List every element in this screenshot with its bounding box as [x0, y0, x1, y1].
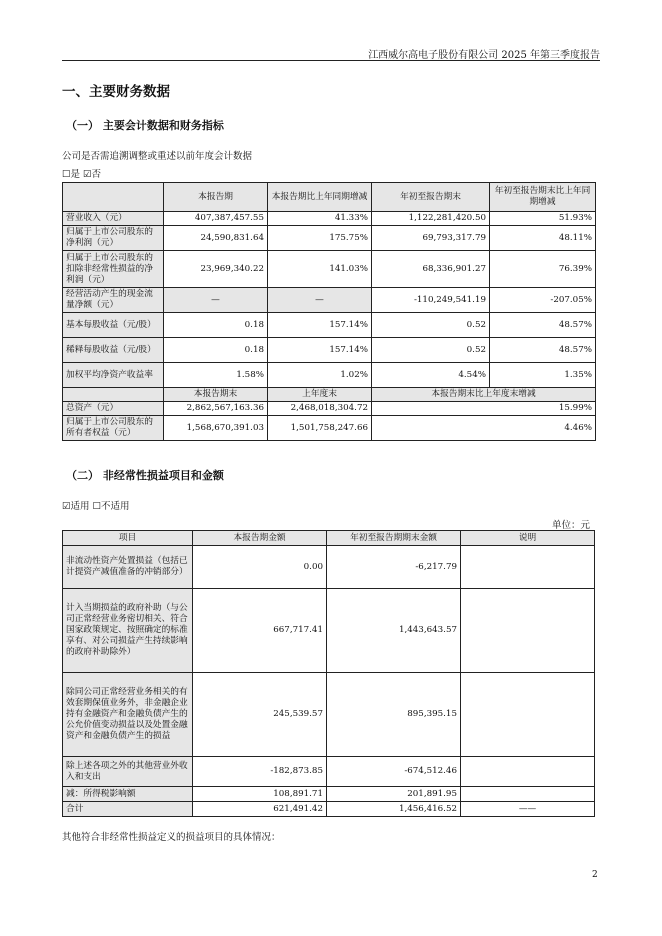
cell-current-amount: 621,491.42	[193, 802, 327, 817]
cell-ytd: -110,249,541.19	[372, 288, 490, 313]
cell-ytd-amount: 201,891.95	[327, 787, 461, 802]
item-label: 非流动性资产处置损益（包括已计提资产减值准备的冲销部分）	[63, 546, 193, 589]
cell-prior-year-end: 1,501,758,247.66	[268, 416, 372, 441]
table-row	[63, 787, 595, 802]
header-cell: 本报告期末比上年度末增减	[372, 388, 596, 402]
cell-ytd-amount: 1,443,643.57	[327, 589, 461, 673]
header-cell: 年初至报告期末比上年同期增减	[490, 183, 596, 212]
cell-ytd-change: -207.05%	[490, 288, 596, 313]
item-label: 合计	[63, 802, 193, 817]
cell-ytd-change: 48.57%	[490, 313, 596, 338]
item-label: 减：所得税影响额	[63, 787, 193, 802]
header-cell: 本报告期金额	[193, 531, 327, 546]
row-label: 基本每股收益（元/股）	[63, 313, 164, 338]
row-label: 加权平均净资产收益率	[63, 363, 164, 388]
cell-current-period: 0.18	[164, 338, 268, 363]
cell-current-period: 23,969,340.22	[164, 251, 268, 288]
header-cell: 年初至报告期期末金额	[327, 531, 461, 546]
cell-current-change: 1.02%	[268, 363, 372, 388]
cell-current-change: —	[268, 288, 372, 313]
cell-ytd: 0.52	[372, 338, 490, 363]
cell-ytd-change: 76.39%	[490, 251, 596, 288]
running-header: 江西威尔高电子股份有限公司 2025 年第三季度报告	[368, 50, 600, 61]
table-row	[63, 757, 595, 787]
table-subheader-row	[63, 388, 596, 402]
header-cell: 说明	[461, 531, 595, 546]
item-label: 计入当期损益的政府补助（与公司正常经营业务密切相关、符合国家政策规定、按照确定的标准享有、对公司损益产生持续影响的政府补助除外）	[63, 589, 193, 673]
item-label: 除同公司正常经营业务相关的有效套期保值业务外，非金融企业持有金融资产和金融负债产生的公允价值变动损益以及处置金融资产和金融负债产生的损益	[63, 673, 193, 757]
key-financial-data-table	[62, 182, 596, 441]
unit-label: 单位：元	[551, 520, 590, 531]
cell-change: 15.99%	[372, 402, 596, 416]
table-row	[63, 338, 596, 363]
cell-current-change: 141.03%	[268, 251, 372, 288]
cell-ytd: 1,122,281,420.50	[372, 212, 490, 226]
table-row	[63, 673, 595, 757]
cell-ytd-amount: 1,456,416.52	[327, 802, 461, 817]
section-title: 一、主要财务数据	[62, 84, 170, 100]
cell-current-amount: -182,873.85	[193, 757, 327, 787]
cell-period-end: 1,568,670,391.03	[164, 416, 268, 441]
row-label: 归属于上市公司股东的净利润（元）	[63, 226, 164, 251]
applicability-options: ☑适用 ☐不适用	[62, 501, 130, 512]
cell-current-amount: 245,539.57	[193, 673, 327, 757]
table-row	[63, 288, 596, 313]
cell-ytd-change: 51.93%	[490, 212, 596, 226]
table-row	[63, 363, 596, 388]
table-row	[63, 212, 596, 226]
cell-note	[461, 589, 595, 673]
row-label: 营业收入（元）	[63, 212, 164, 226]
cell-current-period: 0.18	[164, 313, 268, 338]
row-label: 总资产（元）	[63, 402, 164, 416]
table-row	[63, 589, 595, 673]
non-recurring-gains-table	[62, 530, 595, 817]
header-cell: 本报告期	[164, 183, 268, 212]
cell-current-period: 407,387,457.55	[164, 212, 268, 226]
subsection-title-2: （二） 非经常性损益项目和金额	[66, 469, 224, 482]
restatement-options: ☐是 ☑否	[62, 169, 102, 180]
header-cell: 本报告期末	[164, 388, 268, 402]
cell-current-amount: 108,891.71	[193, 787, 327, 802]
row-label: 稀释每股收益（元/股）	[63, 338, 164, 363]
header-cell	[63, 183, 164, 212]
item-label: 除上述各项之外的其他营业外收入和支出	[63, 757, 193, 787]
cell-current-period: 1.58%	[164, 363, 268, 388]
cell-note	[461, 673, 595, 757]
cell-ytd: 0.52	[372, 313, 490, 338]
table-row	[63, 416, 596, 441]
table-row	[63, 251, 596, 288]
table-header-row	[63, 531, 595, 546]
table-header-row	[63, 183, 596, 212]
subsection-title-1: （一） 主要会计数据和财务指标	[66, 119, 224, 132]
cell-note: ——	[461, 802, 595, 817]
cell-note	[461, 546, 595, 589]
header-rule	[62, 60, 600, 61]
cell-ytd: 68,336,901.27	[372, 251, 490, 288]
cell-ytd: 4.54%	[372, 363, 490, 388]
cell-current-period: —	[164, 288, 268, 313]
cell-ytd-amount: -6,217.79	[327, 546, 461, 589]
cell-ytd-change: 48.11%	[490, 226, 596, 251]
cell-period-end: 2,862,567,163.36	[164, 402, 268, 416]
header-cell: 本报告期比上年同期增减	[268, 183, 372, 212]
cell-current-change: 157.14%	[268, 338, 372, 363]
cell-current-amount: 0.00	[193, 546, 327, 589]
table-row	[63, 546, 595, 589]
table-row	[63, 313, 596, 338]
cell-current-change: 175.75%	[268, 226, 372, 251]
cell-ytd-amount: 895,395.15	[327, 673, 461, 757]
cell-ytd: 69,793,317.79	[372, 226, 490, 251]
table-row-total	[63, 802, 595, 817]
header-cell: 年初至报告期末	[372, 183, 490, 212]
cell-current-period: 24,590,831.64	[164, 226, 268, 251]
row-label: 归属于上市公司股东的扣除非经常性损益的净利润（元）	[63, 251, 164, 288]
restatement-question: 公司是否需追溯调整或重述以前年度会计数据	[62, 151, 253, 162]
header-cell: 上年度末	[268, 388, 372, 402]
cell-ytd-change: 1.35%	[490, 363, 596, 388]
cell-note	[461, 787, 595, 802]
cell-ytd-amount: -674,512.46	[327, 757, 461, 787]
cell-note	[461, 757, 595, 787]
row-label: 经营活动产生的现金流量净额（元）	[63, 288, 164, 313]
other-items-note: 其他符合非经常性损益定义的损益项目的具体情况：	[62, 832, 281, 843]
cell-current-change: 157.14%	[268, 313, 372, 338]
header-cell	[63, 388, 164, 402]
table-row	[63, 226, 596, 251]
cell-change: 4.46%	[372, 416, 596, 441]
cell-current-change: 41.33%	[268, 212, 372, 226]
row-label: 归属于上市公司股东的所有者权益（元）	[63, 416, 164, 441]
cell-ytd-change: 48.57%	[490, 338, 596, 363]
header-cell: 项目	[63, 531, 193, 546]
cell-current-amount: 667,717.41	[193, 589, 327, 673]
cell-prior-year-end: 2,468,018,304.72	[268, 402, 372, 416]
table-row	[63, 402, 596, 416]
page-number: 2	[592, 870, 598, 880]
